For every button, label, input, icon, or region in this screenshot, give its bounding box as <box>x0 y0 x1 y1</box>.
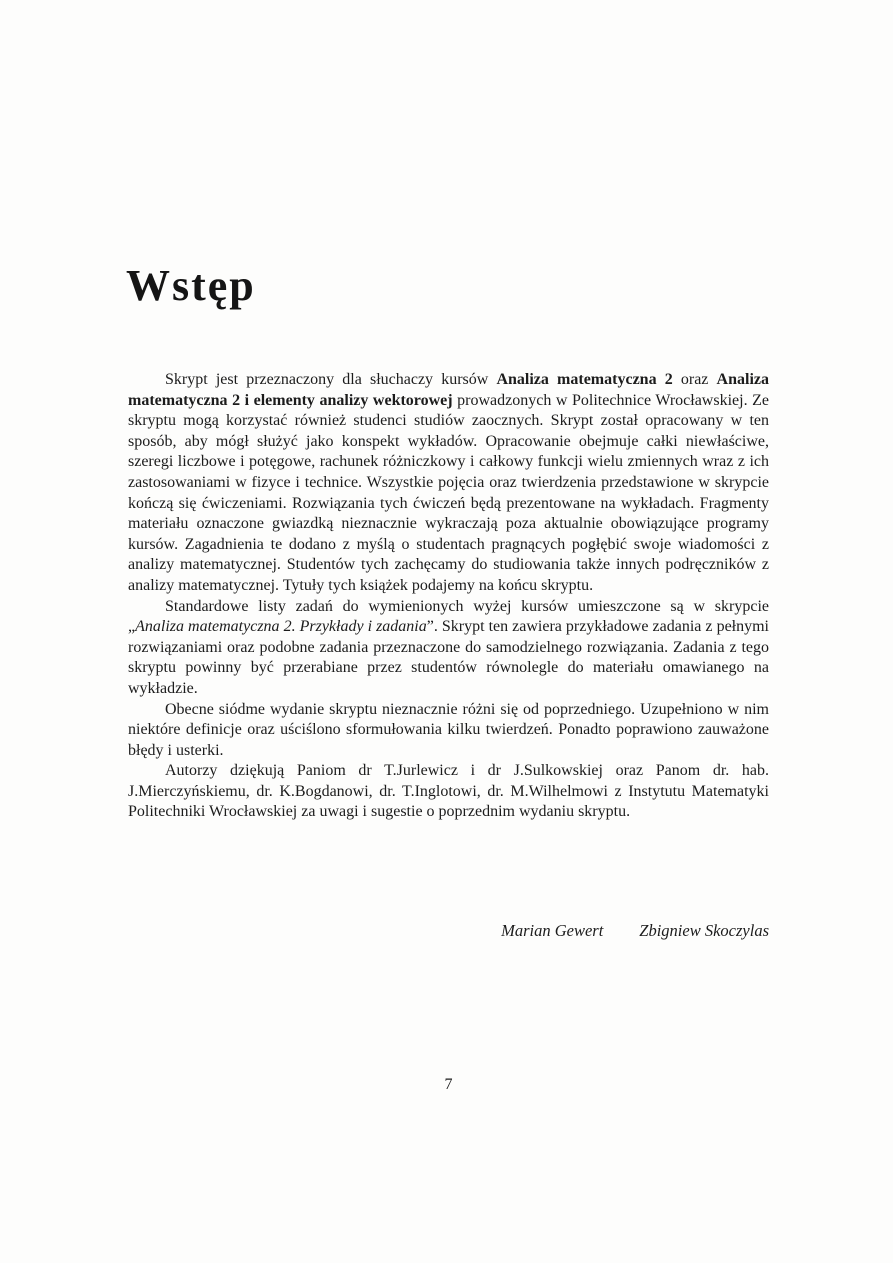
paragraph-acknowledgements: Autorzy dziękują Paniom dr T.Jurlewicz i dr J.Sulkowskiej oraz Panom dr. hab. J.Mierczyńskiemu, dr. K.Bogdanowi, dr. T.Inglotowi, dr. M.Wilhelmowi z Instytutu Matematyki Politechniki Wrocławskiej za uwagi i sugestie o poprzednim wydaniu skryptu. <box>128 762 769 821</box>
page-body <box>128 370 769 823</box>
paragraph-edition-notes: Obecne siódme wydanie skryptu nieznacznie różni się od poprzedniego. Uzupełniono w nim niektóre definicje oraz uściślono sformułowania kilku twierdzeń. Ponadto poprawiono zauważone błędy i usterki. <box>128 700 769 759</box>
page-number: 7 <box>444 1076 453 1093</box>
page-title: Wstęp <box>126 261 256 310</box>
paragraph-intro: Skrypt jest przeznaczony dla słuchaczy kursów Analiza matematyczna 2 oraz Analiza matematyczna 2 i elementy analizy wektorowej prowadzonych w Politechnice Wrocławskiej. Ze skryptu mogą korzystać również studenci studiów zaocznych. Skrypt został opracowany w ten sposób, aby mógł służyć jako konspekt wykładów. Opracowanie obejmuje całki niewłaściwe, szeregi liczbowe i potęgowe, rachunek różniczkowy i całkowy funkcji wielu zmiennych wraz z ich zastosowaniami w fizyce i technice. Wszystkie pojęcia oraz twierdzenia przedstawione w skrypcie kończą się ćwiczeniami. Rozwiązania tych ćwiczeń będą prezentowane na wykładach. Fragmenty materiału oznaczone gwiazdką nieznacznie wykraczają poza aktualnie obowiązujące programy kursów. Zagadnienia te dodano z myślą o studentach pragnących pogłębić swoje wiadomości z analizy matematycznej. Studentów tych zachęcamy do studiowania także innych podręczników z analizy matematycznej. Tytuły tych książek podajemy na końcu skryptu. <box>128 371 770 594</box>
author-name-left: Marian Gewert <box>501 921 604 940</box>
paragraph-exercise-lists: Standardowe listy zadań do wymienionych wyżej kursów umieszczone są w skrypcie „Analiza matematyczna 2. Przykłady i zadania”. Skrypt ten zawiera przykładowe zadania z pełnymi rozwiązaniami oraz podobne zadania przeznaczone do samodzielnego rozwiązania. Zadania z tego skryptu powinny być przerabiane przez studentów równolegle do materiału omawianego na wykładzie. <box>128 597 770 697</box>
author-name-right: Zbigniew Skoczylas <box>639 921 769 940</box>
author-signature <box>128 921 769 941</box>
